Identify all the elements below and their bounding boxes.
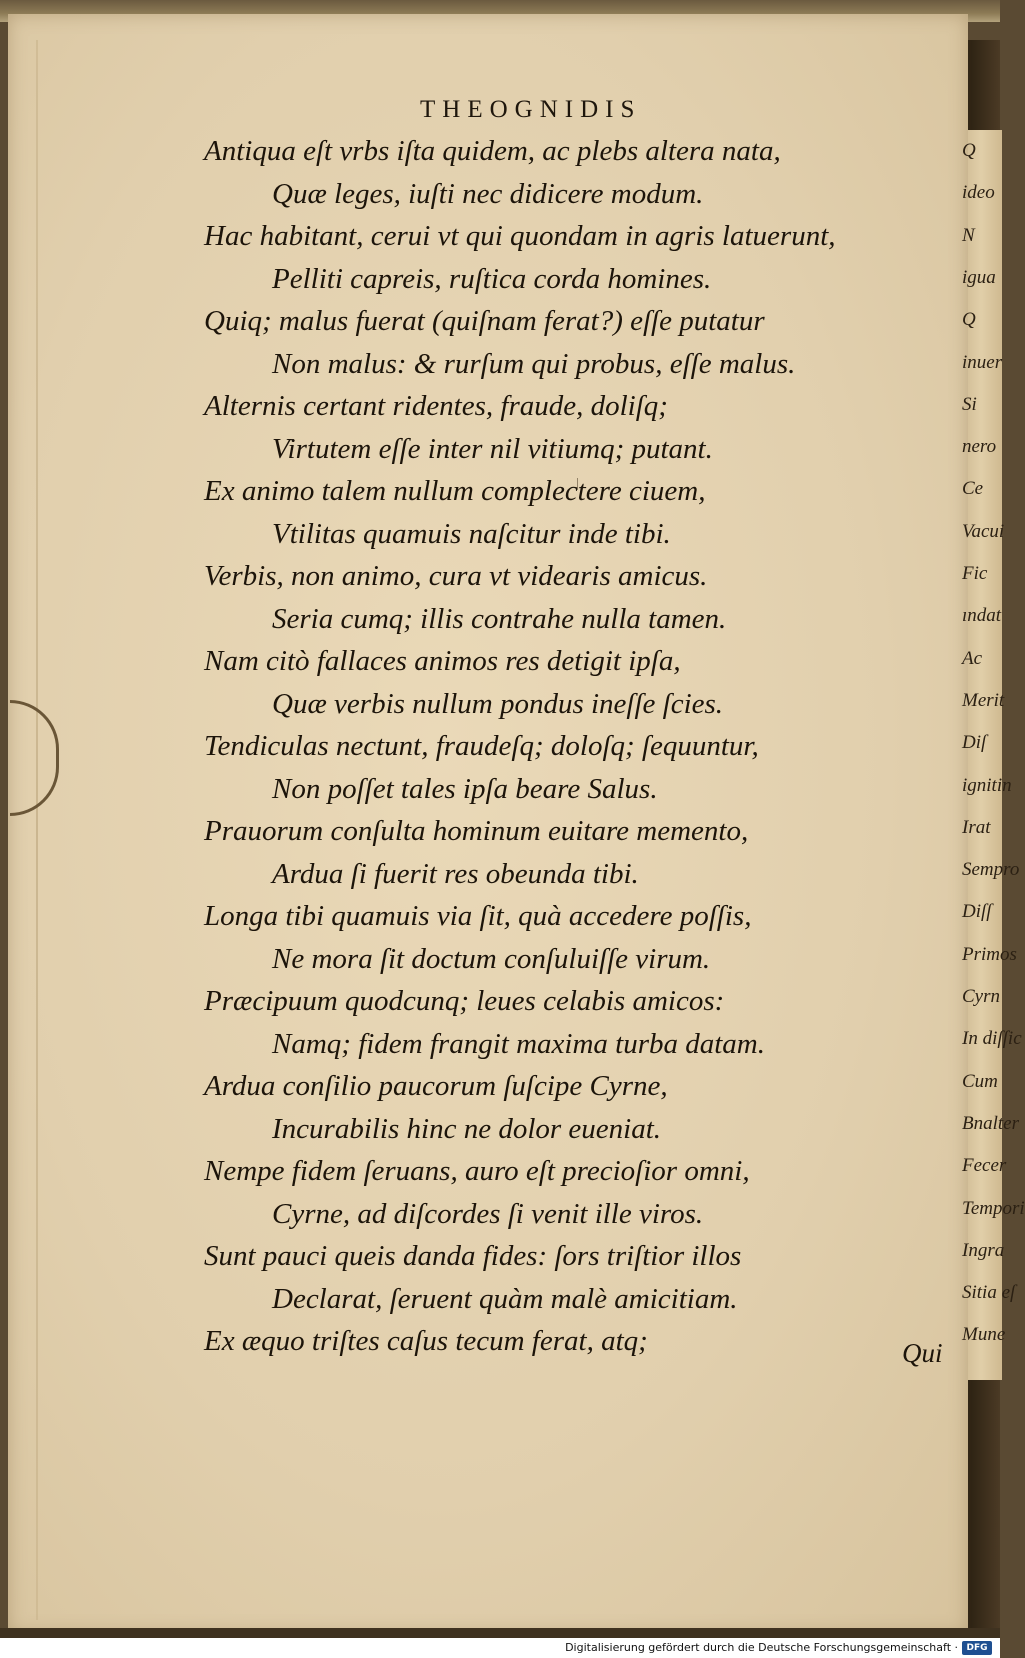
margin-fragment: Q xyxy=(962,309,976,331)
page-fold-line xyxy=(36,40,38,1620)
verse-line: Antiqua eſt vrbs iſta quidem, ac plebs altera nata, xyxy=(204,135,781,167)
margin-fragment: Ce xyxy=(962,478,984,500)
verse-line: Longa tibi quamuis via ſit, quà accedere poſſis, xyxy=(204,900,752,932)
margin-fragment: Tempori xyxy=(962,1197,1025,1219)
verse-line: Quiq; malus fuerat (quiſnam ferat?) eſſe putatur xyxy=(204,305,765,337)
margin-fragment: igua xyxy=(962,266,996,288)
margin-fragment: Primos xyxy=(962,943,1017,965)
verse-text xyxy=(204,130,964,1363)
verse-line: Tendiculas nectunt, fraudeſq; doloſq; ſequuntur, xyxy=(204,730,759,762)
margin-fragment: Cum xyxy=(962,1070,998,1092)
verse-line: Sunt pauci queis danda fides: ſors triſtior illos xyxy=(204,1240,742,1272)
margin-fragment: Sitia eſ xyxy=(962,1282,1016,1304)
verse-line: Non malus: & rurſum qui probus, eſſe malus. xyxy=(272,347,796,380)
margin-fragment: Bnalter xyxy=(962,1112,1019,1134)
verse-line: Declarat, ſeruent quàm malè amicitiam. xyxy=(272,1282,738,1315)
verse-line: Ex animo talem nullum complectere ciuem, xyxy=(204,475,706,507)
verse-line: Virtutem eſſe inter nil vitiumq; putant. xyxy=(272,432,713,465)
margin-fragment: Diſſ xyxy=(962,901,992,923)
verse-line: Hac habitant, cerui vt qui quondam in agris latuerunt, xyxy=(204,220,836,252)
margin-fragment: Ingra xyxy=(962,1239,1005,1261)
verse-line: Cyrne, ad diſcordes ſi venit ille viros. xyxy=(272,1197,704,1230)
verse-line: Namq; fidem frangit maxima turba datam. xyxy=(272,1027,765,1060)
margin-fragment: ındat xyxy=(962,605,1002,627)
margin-fragment: ignitin xyxy=(962,774,1012,796)
margin-fragment: Cyrn xyxy=(962,986,1000,1007)
margin-fragment: Mune xyxy=(962,1324,1006,1346)
verse-line: Ardua ſi fuerit res obeunda tibi. xyxy=(272,857,639,890)
verse-line: Non poſſet tales ipſa beare Salus. xyxy=(272,772,658,805)
verse-line: Nam citò fallaces animos res detigit ipſa, xyxy=(204,645,681,677)
margin-fragment: Ac xyxy=(962,647,983,669)
verse-line: Incurabilis hinc ne dolor eueniat. xyxy=(272,1112,662,1145)
verse-line: Ardua conſilio paucorum ſuſcipe Cyrne, xyxy=(204,1070,668,1102)
verse-line: Ne mora ſit doctum conſuluiſſe virum. xyxy=(272,942,711,975)
verse-line: Pelliti capreis, ruſtica corda homines. xyxy=(272,262,712,295)
pencil-mark xyxy=(577,478,586,490)
verse-line: Alternis certant ridentes, fraude, doliſq; xyxy=(204,390,668,422)
verse-line: Verbis, non animo, cura vt videaris amicus. xyxy=(204,560,708,592)
margin-fragment: Fecer xyxy=(962,1155,1007,1177)
dfg-logo-icon: DFG xyxy=(962,1641,992,1655)
margin-fragment: Sempro xyxy=(962,859,1020,881)
margin-fragment: Irat xyxy=(962,816,991,838)
catchword: Qui xyxy=(902,1338,943,1368)
margin-fragment: In diſſic xyxy=(962,1028,1022,1050)
margin-fragment: Q xyxy=(962,140,976,161)
verse-line: Prauorum conſulta hominum euitare memento, xyxy=(204,815,749,847)
verse-line: Quæ verbis nullum pondus ineſſe ſcies. xyxy=(272,687,724,720)
margin-fragment: Si xyxy=(962,393,977,415)
margin-fragment: Merit xyxy=(962,689,1005,711)
verse-line: Nempe fidem ſeruans, auro eſt precioſior omni, xyxy=(204,1155,750,1187)
verse-line: Seria cumq; illis contrahe nulla tamen. xyxy=(272,602,727,635)
margin-fragment: Diſ xyxy=(962,732,987,754)
margin-fragment: inuer xyxy=(962,351,1003,373)
margin-fragment: Fic xyxy=(962,563,988,584)
book-bottom-edge xyxy=(0,1628,1000,1638)
margin-fragment: Vacui xyxy=(962,520,1005,542)
verse-line: Vtilitas quamuis naſcitur inde tibi. xyxy=(272,517,671,550)
digitization-credit: Digitalisierung gefördert durch die Deutsche Forschungsgemeinschaft · xyxy=(565,1641,958,1654)
verse-line: Quæ leges, iuſti nec didicere modum. xyxy=(272,177,704,210)
running-header: THEOGNIDIS xyxy=(420,96,642,123)
margin-fragment: nero xyxy=(962,436,997,458)
margin-fragment: N xyxy=(962,224,975,246)
verse-line: Præcipuum quodcunq; leues celabis amicos: xyxy=(204,985,725,1017)
verse-line: Ex æquo triſtes caſus tecum ferat, atq; xyxy=(204,1325,648,1357)
margin-fragment: ideo xyxy=(962,182,995,204)
